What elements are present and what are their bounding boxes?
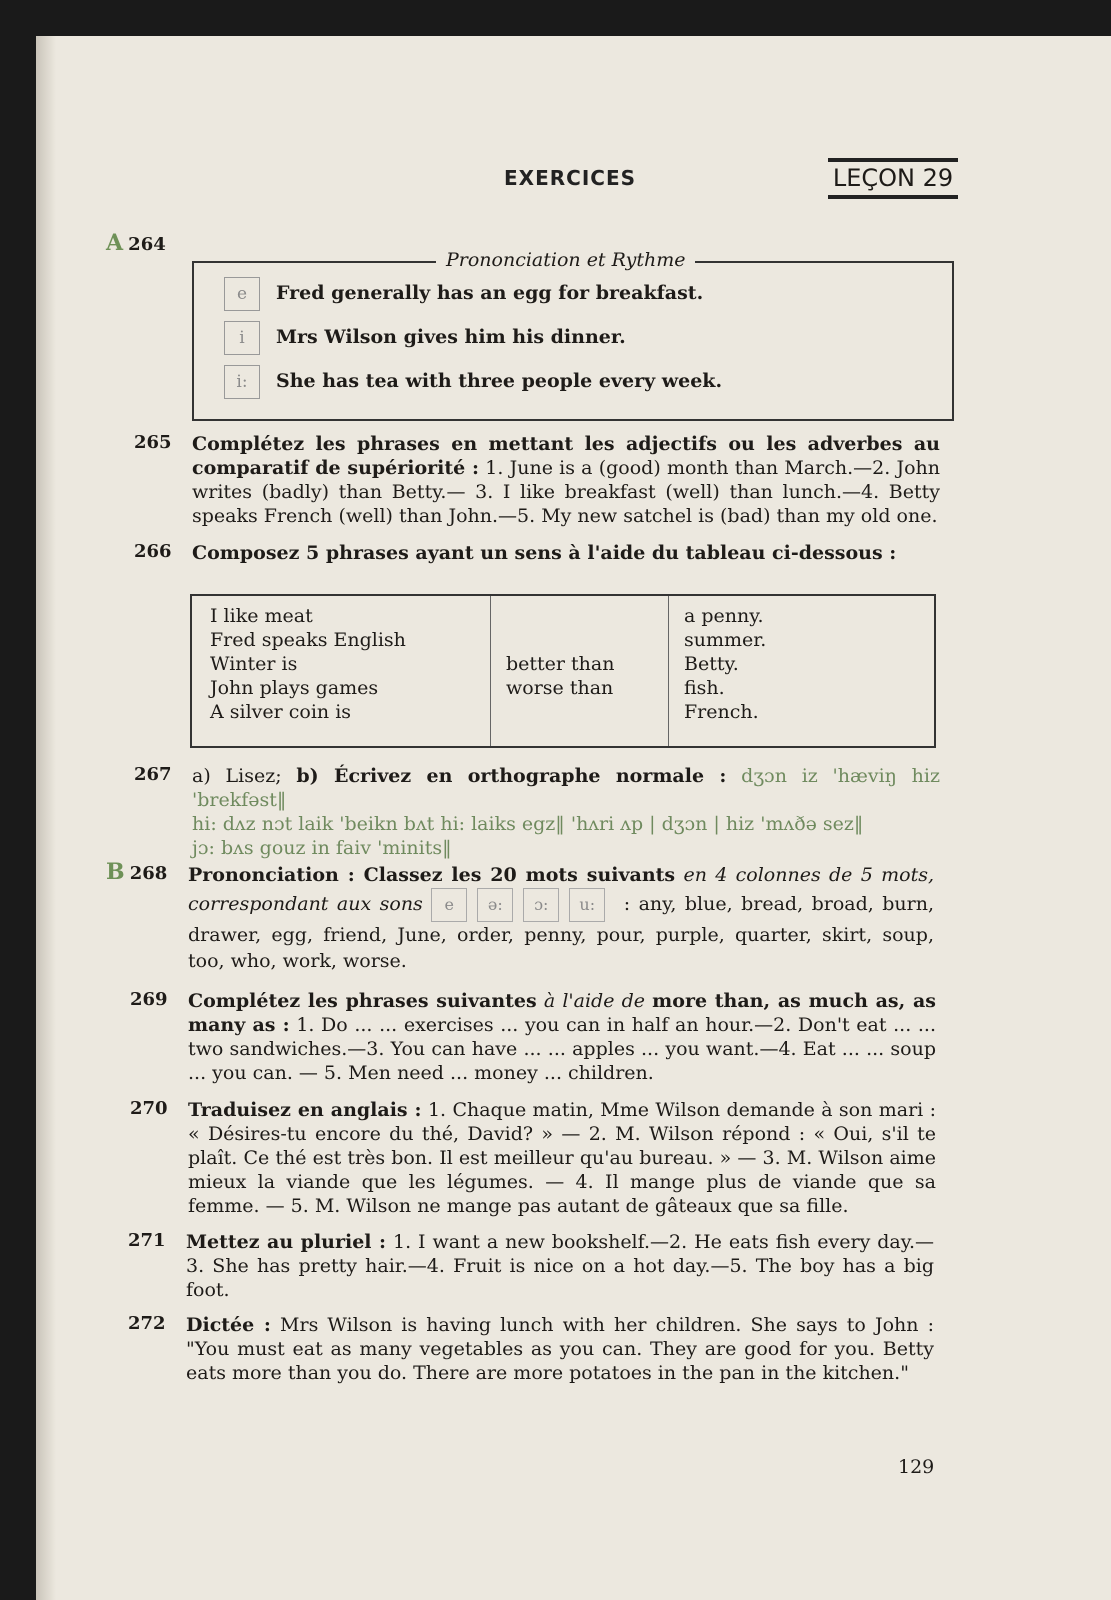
exercise-items: 1. June is a (good) month than March.—2. John writes (badly) than Betty.— 3. I like breakfast (well) than lunch.—4. Betty speaks French (well) than John.—5. My new satchel is (bad) than my old one. <box>192 457 941 527</box>
exercise-271-text <box>186 1230 934 1302</box>
table-column-comparatives <box>506 652 614 700</box>
table-divider <box>668 596 669 746</box>
exercise-264-heading <box>106 230 166 256</box>
exercise-272-text <box>186 1313 934 1385</box>
table-cell: better than <box>506 653 615 675</box>
pronunciation-box <box>192 249 954 421</box>
exercise-instruction-italic: à l'aide de <box>543 990 646 1012</box>
sound-symbol: i <box>224 321 260 355</box>
instruction-read: a) Lisez; <box>192 765 282 787</box>
exercise-number: 264 <box>128 234 166 255</box>
page-title: EXERCICES <box>504 166 637 190</box>
table-cell: worse than <box>506 677 614 699</box>
pronunciation-sentence: Fred generally has an egg for breakfast. <box>276 282 704 304</box>
instruction-write: b) Écrivez en orthographe normale : <box>296 765 727 787</box>
exercise-number: 266 <box>134 541 172 562</box>
pronunciation-legend: Prononciation et Rythme <box>436 249 695 271</box>
table-cell: a penny. <box>684 605 764 627</box>
phonetic-line: hi: dʌz nɔt laik 'beikn bʌt hi: laiks egz‖ 'hʌri ʌp | dʒɔn | hiz 'mʌðə sez‖ <box>192 813 864 835</box>
word-list: : any, blue, bread, broad, burn, drawer, egg, friend, June, order, penny, pour, purple, quarter, skirt, soup, too, who, work, worse. <box>188 893 934 972</box>
sound-symbol: e <box>224 277 260 311</box>
exercise-number: 271 <box>128 1230 166 1251</box>
section-letter-a: A <box>106 230 124 256</box>
table-column-objects <box>684 604 766 724</box>
page-number: 129 <box>898 1456 935 1478</box>
exercise-instruction-italic: en 4 colonnes de 5 mots, correspondant aux sons <box>188 864 934 915</box>
exercise-number: 265 <box>134 432 172 453</box>
sound-symbol: u: <box>569 888 605 922</box>
sound-symbol: ə: <box>477 888 513 922</box>
pronunciation-sentence: She has tea with three people every week. <box>276 370 723 392</box>
exercise-265-text <box>192 432 940 528</box>
exercise-number: 267 <box>134 764 172 785</box>
pronunciation-sentence: Mrs Wilson gives him his dinner. <box>276 326 626 348</box>
exercise-items: 1. I want a new bookshelf.—2. He eats fish every day.— 3. She has pretty hair.—4. Fruit is nice on a hot day.—5. The boy has a big foot. <box>186 1231 934 1301</box>
table-cell: summer. <box>684 629 767 651</box>
sound-symbol: i: <box>224 365 260 399</box>
exercise-number: 269 <box>130 989 168 1010</box>
sound-symbol: ɔ: <box>523 888 559 922</box>
exercise-instruction: Composez 5 phrases ayant un sens à l'aide du tableau ci-dessous : <box>192 542 897 564</box>
table-cell: I like meat <box>210 605 313 627</box>
exercise-267-text <box>192 764 940 860</box>
exercise-instruction: Traduisez en anglais : <box>188 1099 422 1121</box>
sentence-table <box>190 594 936 748</box>
exercise-number: 272 <box>128 1313 166 1334</box>
exercise-266-text <box>192 541 940 565</box>
exercise-number: 270 <box>130 1098 168 1119</box>
exercise-instruction: Mettez au pluriel : <box>186 1231 387 1253</box>
exercise-items: 1. Chaque matin, Mme Wilson demande à son mari : « Désires-tu encore du thé, David? » — 2. M. Wilson répond : « Oui, s'il te plaît. Ce thé est très bon. Il est meilleur qu'au bureau. » — 3. M. Wilson aime mieux la viande que les légumes. — 4. Il mange plus de viande que sa femme. — 5. M. Wilson ne mange pas autant de gâteaux que sa fille. <box>188 1099 937 1217</box>
exercise-instruction: Dictée : <box>186 1314 271 1336</box>
table-cell: Fred speaks English <box>210 629 406 651</box>
dictation-text: Mrs Wilson is having lunch with her children. She says to John : "You must eat as many vegetables as you can. They are good for you. Betty eats more than you do. There are more potatoes in the pan in the kitchen." <box>186 1314 934 1384</box>
exercise-268-text <box>188 862 934 974</box>
phonetic-line: jɔ: bʌs gouz in faiv 'minits‖ <box>192 837 452 859</box>
book-page <box>36 36 1111 1600</box>
phonetic-line: dʒɔn iz 'hæviŋ hiz 'brekfəst‖ <box>192 765 940 811</box>
table-column-subjects <box>210 604 406 724</box>
section-letter-b: B <box>106 859 125 885</box>
sound-symbol: e <box>431 888 467 922</box>
pronunciation-row <box>224 365 722 399</box>
pronunciation-row <box>224 277 703 311</box>
table-cell: French. <box>684 701 759 723</box>
exercise-268-heading <box>106 859 167 885</box>
exercise-number: 268 <box>129 863 168 884</box>
exercise-instruction: Prononciation : Classez les 20 mots suivants <box>188 864 676 886</box>
table-divider <box>490 596 491 746</box>
table-cell: Winter is <box>210 653 298 675</box>
table-cell: John plays games <box>210 677 379 699</box>
table-cell: fish. <box>684 677 725 699</box>
table-cell: A silver coin is <box>210 701 352 723</box>
exercise-instruction: Complétez les phrases en mettant les adjectifs ou les adverbes au comparatif de supériorité : <box>192 433 940 479</box>
exercise-270-text <box>188 1098 936 1218</box>
pronunciation-row <box>224 321 626 355</box>
table-cell: Betty. <box>684 653 739 675</box>
exercise-instruction-end: more than, as much as, as many as : <box>188 990 936 1036</box>
exercise-items: 1. Do ... ... exercises ... you can in half an hour.—2. Don't eat ... ... two sandwiches.—3. You can have ... ... apples ... you want.—4. Eat ... ... soup ... you can. — 5. Men need ... money ... children. <box>188 1014 936 1084</box>
exercise-instruction: Complétez les phrases suivantes <box>188 990 537 1012</box>
lesson-label: LEÇON 29 <box>828 158 958 199</box>
exercise-269-text <box>188 989 936 1085</box>
